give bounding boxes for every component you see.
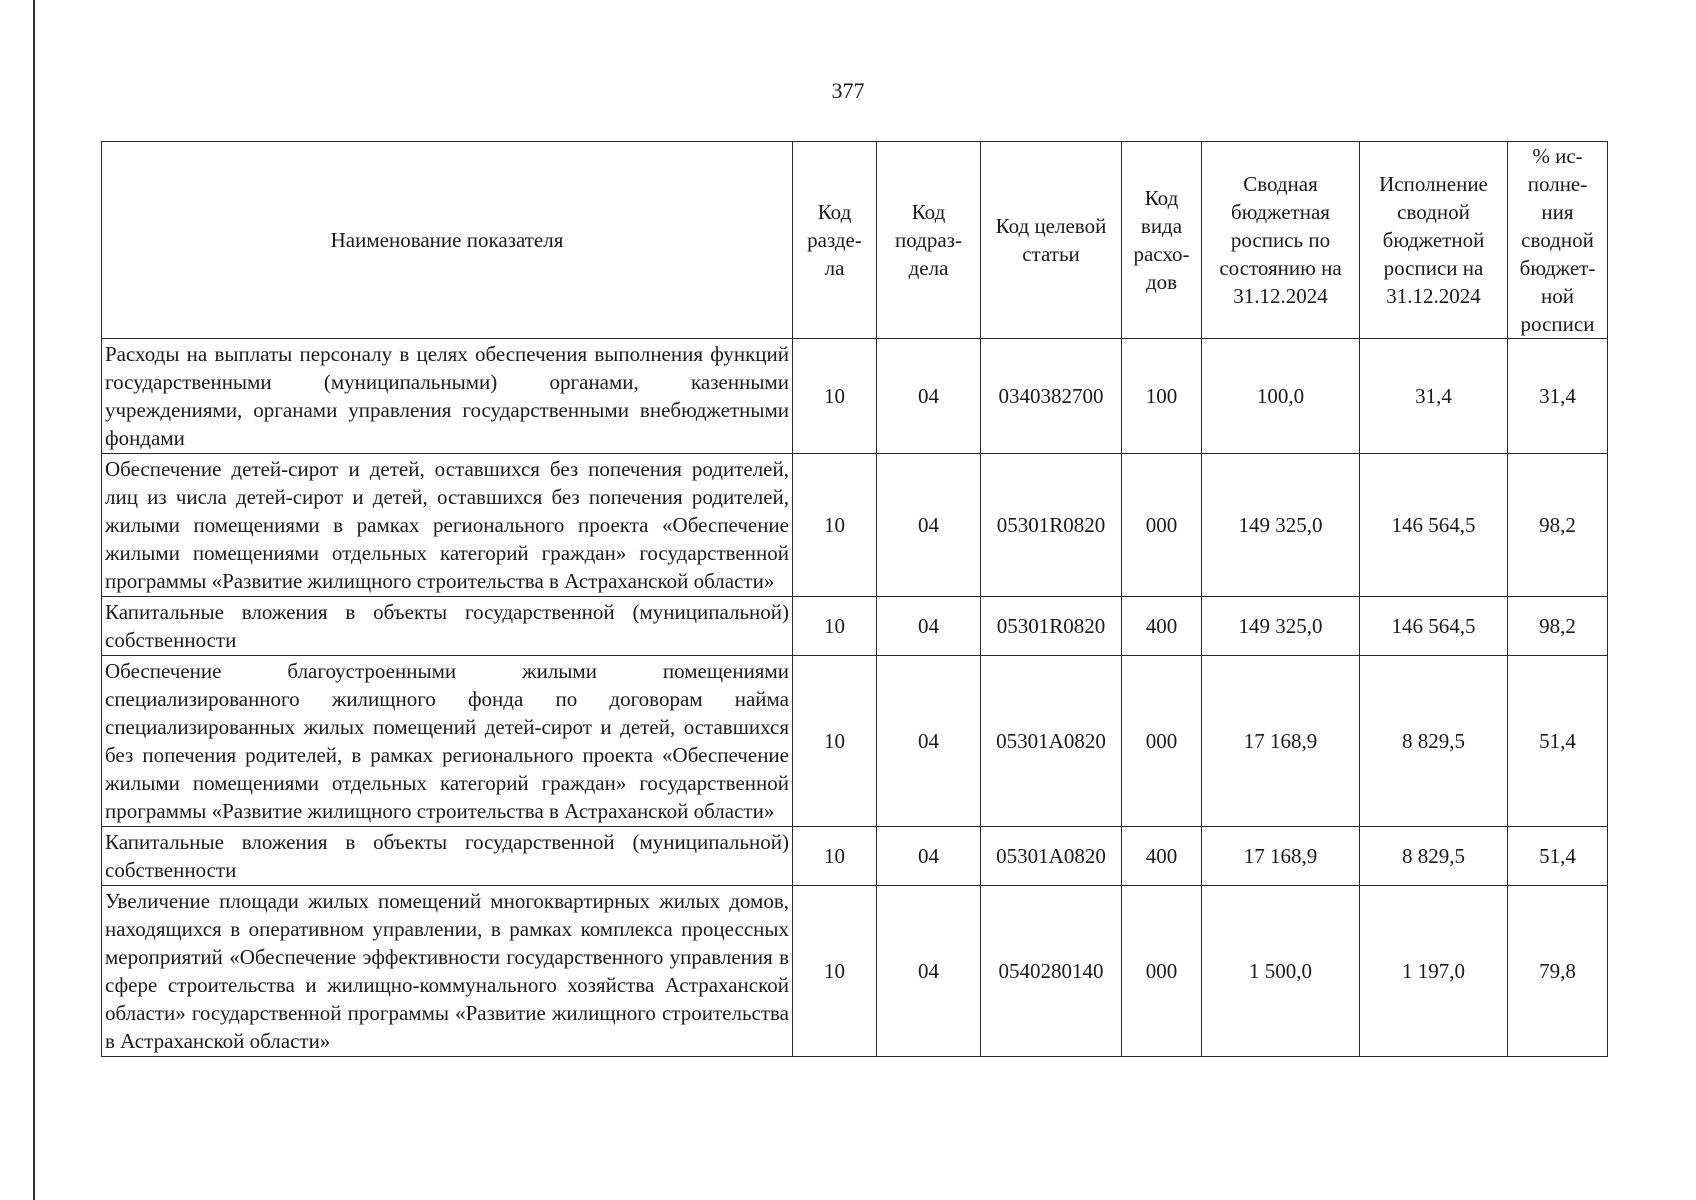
row-target-code: 05301R0820 (981, 454, 1122, 597)
header-target-code: Код целевой статьи (981, 142, 1122, 339)
left-margin-line (33, 0, 35, 1200)
row-target-code: 05301A0820 (981, 656, 1122, 827)
row-subsection-code: 04 (877, 597, 981, 656)
header-name: Наименование показателя (102, 142, 793, 339)
row-planned-value: 1 500,0 (1202, 886, 1360, 1057)
row-percent-value: 31,4 (1508, 339, 1608, 454)
table-row (102, 454, 1608, 597)
row-section-code: 10 (793, 886, 877, 1057)
row-expense-type-code: 000 (1122, 454, 1202, 597)
row-target-code: 05301A0820 (981, 827, 1122, 886)
table-header-row (102, 142, 1608, 339)
row-name: Расходы на выплаты персоналу в целях обеспечения выполнения функций государственными (муниципальными) органами, казенными учреждениями, органами управления государственными внебюджетными фондами (102, 339, 793, 454)
row-planned-value: 17 168,9 (1202, 656, 1360, 827)
header-execution-percent: % ис- полне- ния сводной бюджет- ной росписи (1508, 142, 1608, 339)
row-executed-value: 8 829,5 (1360, 827, 1508, 886)
row-executed-value: 146 564,5 (1360, 454, 1508, 597)
row-expense-type-code: 000 (1122, 886, 1202, 1057)
row-executed-value: 146 564,5 (1360, 597, 1508, 656)
row-expense-type-code: 100 (1122, 339, 1202, 454)
row-expense-type-code: 400 (1122, 827, 1202, 886)
row-subsection-code: 04 (877, 827, 981, 886)
row-section-code: 10 (793, 339, 877, 454)
row-expense-type-code: 000 (1122, 656, 1202, 827)
row-percent-value: 79,8 (1508, 886, 1608, 1057)
header-executed-budget: Исполнение сводной бюджетной росписи на 31.12.2024 (1360, 142, 1508, 339)
row-subsection-code: 04 (877, 339, 981, 454)
row-executed-value: 31,4 (1360, 339, 1508, 454)
row-subsection-code: 04 (877, 656, 981, 827)
row-target-code: 0340382700 (981, 339, 1122, 454)
budget-execution-table (101, 141, 1608, 1057)
header-expense-type-code: Код вида расхо- дов (1122, 142, 1202, 339)
row-percent-value: 98,2 (1508, 454, 1608, 597)
row-name: Капитальные вложения в объекты государственной (муниципальной) собственности (102, 597, 793, 656)
row-section-code: 10 (793, 656, 877, 827)
row-name: Увеличение площади жилых помещений многоквартирных жилых домов, находящихся в оперативном управлении, в рамках комплекса процессных мероприятий «Обеспечение эффективности государственного управления в сфере строительства и жилищно-коммунального хозяйства Астраханской области» государственной программы «Развитие жилищного строительства в Астраханской области» (102, 886, 793, 1057)
row-name: Обеспечение благоустроенными жилыми помещениями специализированного жилищного фонда по договорам найма специализированных жилых помещений детей-сирот и детей, оставшихся без попечения родителей, в рамках регионального проекта «Обеспечение жилыми помещениями отдельных категорий граждан» государственной программы «Развитие жилищного строительства в Астраханской области» (102, 656, 793, 827)
row-executed-value: 1 197,0 (1360, 886, 1508, 1057)
row-section-code: 10 (793, 597, 877, 656)
row-target-code: 0540280140 (981, 886, 1122, 1057)
row-percent-value: 51,4 (1508, 656, 1608, 827)
table-row (102, 827, 1608, 886)
row-subsection-code: 04 (877, 454, 981, 597)
row-planned-value: 17 168,9 (1202, 827, 1360, 886)
table-row (102, 656, 1608, 827)
row-expense-type-code: 400 (1122, 597, 1202, 656)
row-planned-value: 149 325,0 (1202, 597, 1360, 656)
header-section-code: Код разде- ла (793, 142, 877, 339)
row-planned-value: 100,0 (1202, 339, 1360, 454)
table-row (102, 597, 1608, 656)
row-subsection-code: 04 (877, 886, 981, 1057)
header-planned-budget: Сводная бюджетная роспись по состоянию на 31.12.2024 (1202, 142, 1360, 339)
row-name: Капитальные вложения в объекты государственной (муниципальной) собственности (102, 827, 793, 886)
row-percent-value: 98,2 (1508, 597, 1608, 656)
page-number: 377 (831, 78, 865, 103)
row-planned-value: 149 325,0 (1202, 454, 1360, 597)
row-target-code: 05301R0820 (981, 597, 1122, 656)
header-subsection-code: Код подраз- дела (877, 142, 981, 339)
table-row (102, 339, 1608, 454)
table-row (102, 886, 1608, 1057)
row-executed-value: 8 829,5 (1360, 656, 1508, 827)
row-section-code: 10 (793, 454, 877, 597)
row-percent-value: 51,4 (1508, 827, 1608, 886)
row-section-code: 10 (793, 827, 877, 886)
row-name: Обеспечение детей-сирот и детей, оставшихся без попечения родителей, лиц из числа детей-сирот и детей, оставшихся без попечения родителей, жилыми помещениями в рамках регионального проекта «Обеспечение жилыми помещениями отдельных категорий граждан» государственной программы «Развитие жилищного строительства в Астраханской области» (102, 454, 793, 597)
